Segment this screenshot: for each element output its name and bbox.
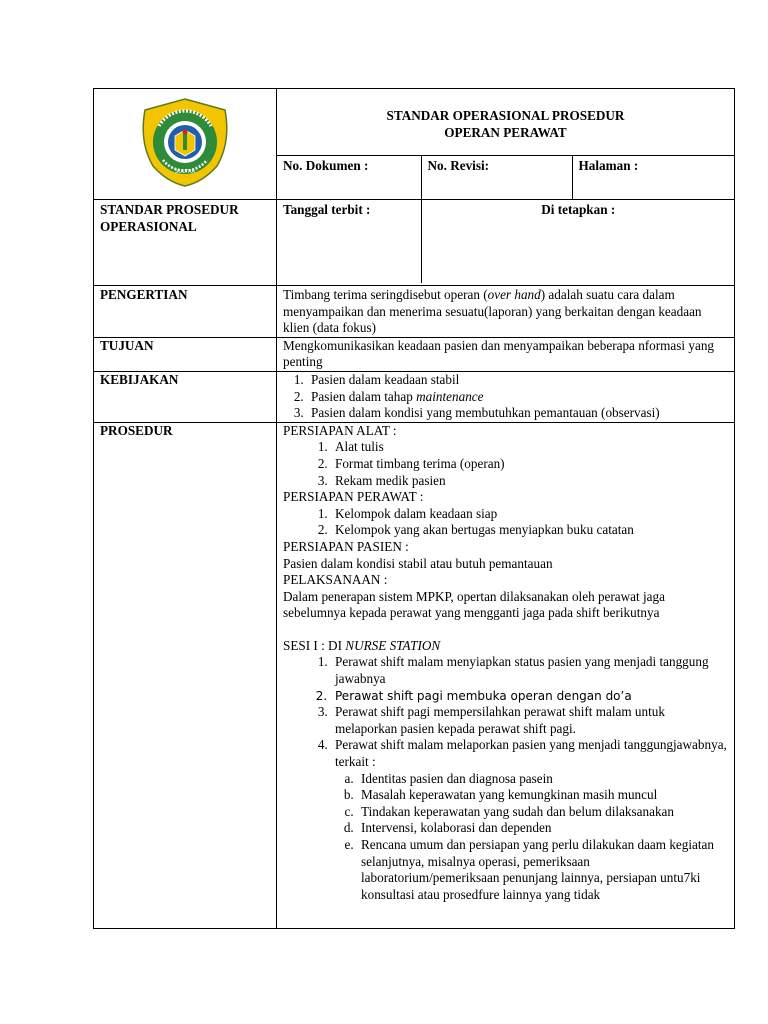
- tanggal-terbit-label: Tanggal terbit :: [283, 202, 371, 217]
- kebijakan-list-cell: [277, 371, 735, 422]
- list-item: a. Identitas pasien dan diagnosa pasein: [357, 771, 728, 788]
- prosedur-cell: [277, 422, 735, 928]
- list-item: 2. Pasien dalam tahap maintenance: [307, 389, 728, 406]
- pasien-text: Pasien dalam kondisi stabil atau butuh pemantauan: [283, 555, 553, 571]
- perawat-list: [283, 506, 728, 539]
- pelaksanaan-heading: PELAKSANAAN :: [283, 572, 388, 588]
- pengertian-label: PENGERTIAN: [94, 286, 277, 338]
- date-cell: [277, 200, 735, 286]
- kebijakan-list: [283, 372, 728, 422]
- persiapan-alat-heading: PERSIAPAN ALAT :: [283, 422, 397, 438]
- pengertian-text-italic: over hand: [487, 287, 541, 302]
- pengertian-text-a: Timbang terima seringdisebut operan (: [283, 287, 488, 302]
- institution-logo: [137, 96, 233, 188]
- sop-label: STANDAR PROSEDUR OPERASIONAL: [94, 200, 277, 286]
- meta-cell: [277, 156, 735, 200]
- no-revisi-label: No. Revisi:: [421, 156, 572, 199]
- title-cell: [277, 89, 735, 156]
- sop-table: [93, 88, 735, 929]
- list-item: e. Rencana umum dan persiapan yang perlu dilakukan daam kegiatan selanjutnya, misalnya operasi, pemeriksaan laboratorium/pemeriksaan penunjang lainnya, persiapan untu7ki konsultasi atau prosedfure lainnya yang tidak: [357, 837, 728, 903]
- list-item: 2. Kelompok yang akan bertugas menyiapkan buku catatan: [331, 522, 728, 539]
- list-item: 4. Perawat shift malam melaporkan pasien yang menjadi tanggungjawabnya, terkait : a. Identitas pasien dan diagnosa pasein b. Masalah keperawatan yang kemungkinan masih muncul c. Tindakan keperawatan yang sudah dan belum dilaksanakan d. Intervensi, kolaborasi dan dependen e. Rencana umum dan persiapan yang perlu dilakukan daam kegiatan selanjutnya, misalnya operasi, pemeriksaan laboratorium/pemeriksaan penunjang lainnya, persiapan untu7ki konsultasi atau prosedfure lainnya yang tidak: [331, 737, 728, 903]
- spacer: [283, 622, 728, 638]
- pengertian-text-b: ) adalah suatu cara dalam menyampaikan dan menerima sesuatu(laporan) yang berkaitan dengan keadaan klien (data fokus): [283, 287, 702, 336]
- logo-bottom-text: SULTRA: [174, 168, 196, 175]
- sesi-list: [283, 654, 728, 903]
- persiapan-pasien-heading: PERSIAPAN PASIEN :: [283, 538, 409, 554]
- document-title: STANDAR OPERASIONAL PROSEDUR: [386, 108, 625, 123]
- pelaksanaan-text: Dalam penerapan sistem MPKP, opertan dilaksanakan oleh perawat jaga sebelumnya kepada perawat yang mengganti jaga pada shift berikutnya: [283, 588, 665, 621]
- ditetapkan-label: Di tetapkan :: [421, 200, 735, 283]
- document-subtitle: OPERAN PERAWAT: [444, 125, 567, 140]
- sub-list: [335, 771, 728, 904]
- alat-list: [283, 439, 728, 489]
- list-item: d. Intervensi, kolaborasi dan dependen: [357, 820, 728, 837]
- list-item: 1. Kelompok dalam keadaan siap: [331, 506, 728, 523]
- tujuan-label: TUJUAN: [94, 337, 277, 371]
- pengertian-text: [277, 286, 735, 338]
- list-item: 3. Perawat shift pagi mempersilahkan perawat shift malam untuk melaporkan pasien kepada perawat shift pagi.: [331, 704, 728, 737]
- logo-cell: [94, 89, 277, 200]
- list-item: 1. Perawat shift malam menyiapkan status pasien yang menjadi tanggung jawabnya: [331, 654, 728, 687]
- kebijakan-label: KEBIJAKAN: [94, 371, 277, 422]
- list-item: b. Masalah keperawatan yang kemungkinan masih muncul: [357, 787, 728, 804]
- prosedur-label: PROSEDUR: [94, 422, 277, 928]
- no-dokumen-label: No. Dokumen :: [283, 158, 369, 173]
- list-item: 1. Pasien dalam keadaan stabil: [307, 372, 728, 389]
- list-item: 2. Perawat shift pagi membuka operan dengan do’a: [331, 688, 728, 705]
- tujuan-text: Mengkomunikasikan keadaan pasien dan menyampaikan beberapa nformasi yang penting: [277, 337, 735, 371]
- list-item: 1. Alat tulis: [331, 439, 728, 456]
- list-item: c. Tindakan keperawatan yang sudah dan belum dilaksanakan: [357, 804, 728, 821]
- halaman-label: Halaman :: [578, 158, 639, 173]
- sesi-heading: SESI I : DI NURSE STATION: [283, 637, 441, 653]
- list-item: 3. Pasien dalam kondisi yang membutuhkan pemantauan (observasi): [307, 405, 728, 422]
- list-item: 3. Rekam medik pasien: [331, 473, 728, 490]
- persiapan-perawat-heading: PERSIAPAN PERAWAT :: [283, 489, 424, 505]
- list-item: 2. Format timbang terima (operan): [331, 456, 728, 473]
